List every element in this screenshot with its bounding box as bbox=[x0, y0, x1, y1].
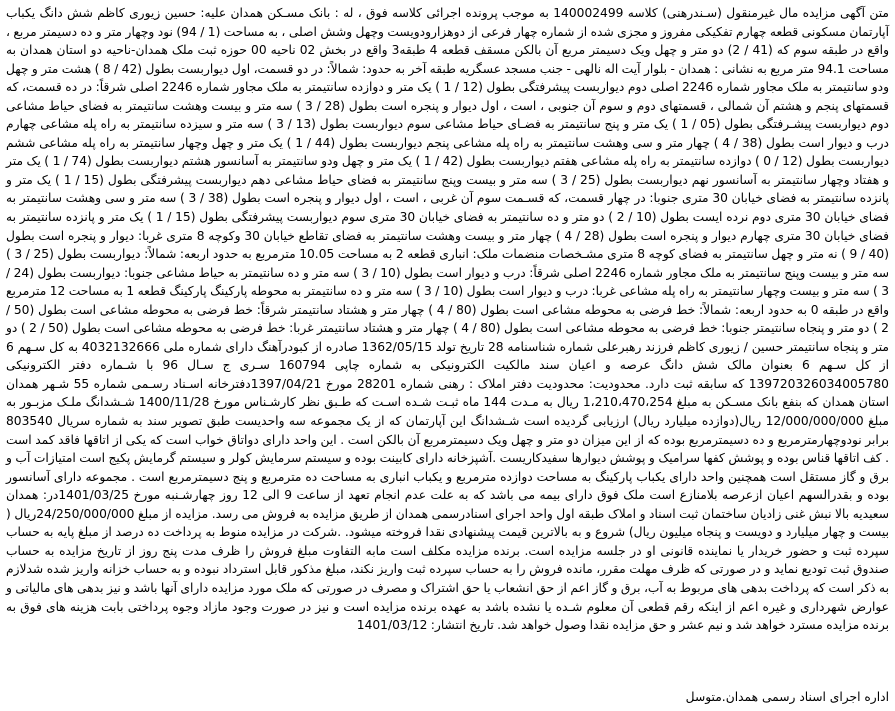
issuing-office-signature: اداره اجرای اسناد رسمی همدان.متوسل bbox=[685, 690, 889, 704]
auction-notice-body bbox=[6, 4, 889, 635]
notice-text: متن آگهی مزایده مال غیرمنقول (سـندرهنی) کلاسه 140002499 به موجب پرونده اجرائی کلاسه فوق ، له : بانک مسـکن همدان علیه: حسین زیوری کاظم شش دانگ یکباب آپارتمان مسکونی قطعه چهارم تفکیکی مفروز و مجزی شده از شماره چهار فرعی از دوهزارودویست وچهل وشش اصلی ، به مساحت (1 / 94) نود وچهار متر و ده دسیمتر مربع ، واقع در طبقه سوم که (41 / 2) دو متر و چهل ویک دسیمتر مربع آن بالکن مسقف قطعه 4 طبقه3 واقع در بخش 02 ناحیه 00 حوزه ثبت ملک همدان-ناحیه دو استان همدان به مساحت 94.1 متر مربع به نشانی : همدان - بلوار آیت اله نالهی - جنب مسجد عسگریه طبقه آخر به حدود: شمالاً: در دو قسمت، اول دیواربست بطول (42 / 8 ) هشت متر و چهل ودو سانتیمتر به ملک مجاور شماره 2246 اصلی دوم دیواربست پیشرفتگی بطول (12 / 1 ) یک متر و دوازده سانتیمتر به ملک مجاور شماره 2246 اصلی شرقاً: در ده قسمت، که قسمتهای پنجم و هشتم آن شمالی ، قسمتهای دوم و سوم آن جنوبی ، است ، اول دیوار و پنجره است بطول (28 / 3 ) سه متر و بیست وهشت سانتیمتر به فضای حیاط مشاعی دوم دیواربست پیشـرفتگی بطول (05 / 1 ) یک متر و پنج سانتیمتر به فضـای حیاط مشاعی سوم دیواربست بطول (13 / 3 ) سه متر و سیزده سانتیمتر به راه پله مشاعی چهارم درب و دیوار است بطول (38 / 4 ) چهار متر و سی وهشت سانتیمتر به راه پله مشاعی پنجم دیواربست بطول (44 / 1 ) یک متر و چهل وچهار سانتیمتر به راه پله مشاعی ششم دیواربست بطول (12 / 0 ) دوازده سانتیمتر به راه پله مشاعی هفتم دیواربست بطول (42 / 1 ) یک متر و چهل ودو سانتیمتر به آسانسور هشتم دیواربست بطول (74 / 1 ) یک متر و هفتاد وچهار سانتیمتر به آسانسور نهم دیواربست بطول (25 / 3 ) سه متر و بیست وپنج سانتیمتر به فضای حیاط مشاعی دهم دیواربست پیشرفتگی بطول (15 / 1 ) یک متر و پانزده سانتیمتر به فضای خیابان 30 متری جنوبا: در چهار قسمت، که قسـمت سوم آن غربی ، است ، اول دیوار و پنجره است بطول (38 / 3 ) سه متر و سی وهشت سانتیمتر به فضای خیابان 30 متری دوم نرده ایست بطول (10 / 2 ) دو متر و ده سانتیمتر به فضای خیابان 30 متری سوم دیواربست پیشرفتگی بطول (15 / 1 ) یک متر و پانزده سانتیمتر به فضای خیابان 30 متری چهارم دیوار و پنجره است بطول (28 / 4 ) چهار متر و بیست وهشت سانتیمتر به فضای تقاطع خیابان 30 وکوچه 8 متری غربا: دیوار و پنجره است بطول (40 / 9 ) نه متر و چهل سانتیمتر به فضای کوچه 8 متری مشـخصات منضمات ملک: انباری قطعه 2 به مساحت 10.05 مترمربع به حدود اربعه: شمالاً: دیواربست بطول (25 / 3 ) سه متر و بیست وپنج سانتیمتر به ملک مجاور شماره 2246 اصلی شرقاً: درب و دیوار است بطول (10 / 3 ) سه متر و ده سانتیمتر به حیاط مشاعی جنوبا: دیواربست بطول (24 / 3 ) سه متر و بیست وچهار سانتیمتر به راه پله مشاعی غربا: درب و دیوار است بطول (10 / 3 ) سه متر و ده سانتیمتر به محوطه پارکینگ پارکینگ قطعه 1 به مساحت 12 مترمربع واقع در طبقه 0 به حدود اربعه: شمالاً: خط فرضی به محوطه مشاعی است بطول (80 / 4 ) چهار متر و هشتاد سانتیمتر شرقاً: خط فرضی به محوطه مشاعی است بطول (50 / 2 ) دو متر و پنجاه سانتیمتر جنوبا: خط فرضی به محوطه مشاعی است بطول (80 / 4 ) چهار متر و هشتاد سانتیمتر غربا: خط فرضی به محوطه مشاعی است بطول (50 / 2 ) دو متر و پنجاه سانتیمتر حسین / زیوری کاظم فرزند رهبرعلی شماره شناسنامه 28 تاریخ تولد 1362/05/15 صادره از کبودرآهنگ دارای شماره ملی 4032132666 به کل سـهم 6 از کل سـهم 6 بعنوان مالک شش دانگ عرصه و اعیان سند مالکیت الکترونیکی به شماره چاپی 160794 سـری ج سـال 96 با شـماره دفتر الکترونیکی 139720326034005780 که سابقه ثبت دارد. محدودیت: محدودیت دفتر املاک : رهنی شماره 28201 مورخ 1397/04/21دفترخانه اسـناد رسـمی شماره 55 شـهر همدان استان همدان که بنفع بانک مسـکن به مبلغ 1،210،470،254 ریال به مـدت 144 ماه ثبـت شـده اسـت که طـبق نظر کارشـناس مورخ 1400/11/28 شـشدانگ ملـک مزبـور به مبلغ 12/000/000/000 ریال(دوازده میلیارد ریال) ارزیابی گردیده است شـشدانگ این آپارتمان که از یک مجموعه سه واحدیست طبق تصویر سند به شماره سریال 803540 برابر نودوچهارمترمربع و ده دسیمترمربع بوده که از این میزان دو متر و چهل ویک دسیمترمربع آن بالکن است . این واحد دارای دواتاق خواب است که یکی از اتاقها فاقد کمد است . کف اتاقها قناس بوده و پوشش کفها سرامیک و پوشش دیوارها سفیدکاریست .آشپزخانه دارای کابینت بوده و سیستم سرمایش کولر و سیستم گرمایش پکیج است امتیازات آب و برق و گاز مستقل است همچنین واحد دارای یکباب پارکینگ به مساحت دوازده مترمربع و یکباب انباری به مساحت ده مترمربع و پنج دسیمترمربع است . مجموعه دارای آسانسور بوده و بقدرالسهم اعیان ازعرصه بلامنازع است ملک فوق دارای بیمه می باشد که به علت عدم انجام تعهد از ساعت 9 الی 12 روز چهارشـنبه مورخ 1401/03/25در: همدان سعیدیه بالا نبش غنی زادیان ساختمان ثبت اسناد و املاک طبقه اول واحد اجرای اسنادرسمی همدان از طریق مزایده به فروش می رسد. مزایده از مبلغ 24/250/000/000ریال ( بیست و چهار میلیارد و دویست و پنجاه میلیون ریال) شروع و به بالاترین قیمت پیشنهادی نقدا فروخته میشود. .شرکت در مزایده منوط به پرداخت ده درصد از مبلغ پایه به حساب سپرده ثبت و حضور خریدار یا نماینده قانونی او در جلسه مزایده است. برنده مزایده مکلف است مابه التفاوت مبلغ فروش را ظرف مدت پنج روز از تاریخ مزایده به حساب صندوق ثبت تودیع نماید و در صورتی که ظرف مهلت مقرر، مانده فروش را به حساب سپرده ثبت واریز نکند، مبلغ مذکور قابل استرداد نبوده و به حساب خزانه واریز شده شدلازم به ذکر است که پرداخت بدهی های مربوط به آب، برق و گاز اعم از حق انشعاب یا حق اشتراک و مصرف در صورتی که ملک مورد مزایده دارای آنها باشد و نیز بدهی های مالیاتی و عوارض شهرداری و غیره اعم از اینکه رقم قطعی آن معلوم شـده یا نشده باشد به عهده برنده مزایده است و نیز در صورت وجود مازاد وجوه پرداختی بابت هزینه های فوق به برنده مزایده مسترد خواهد شد و نیم عشر و حق مزایده نقدا وصول خواهد شد. تاریخ انتشار: 1401/03/12 bbox=[6, 6, 890, 633]
